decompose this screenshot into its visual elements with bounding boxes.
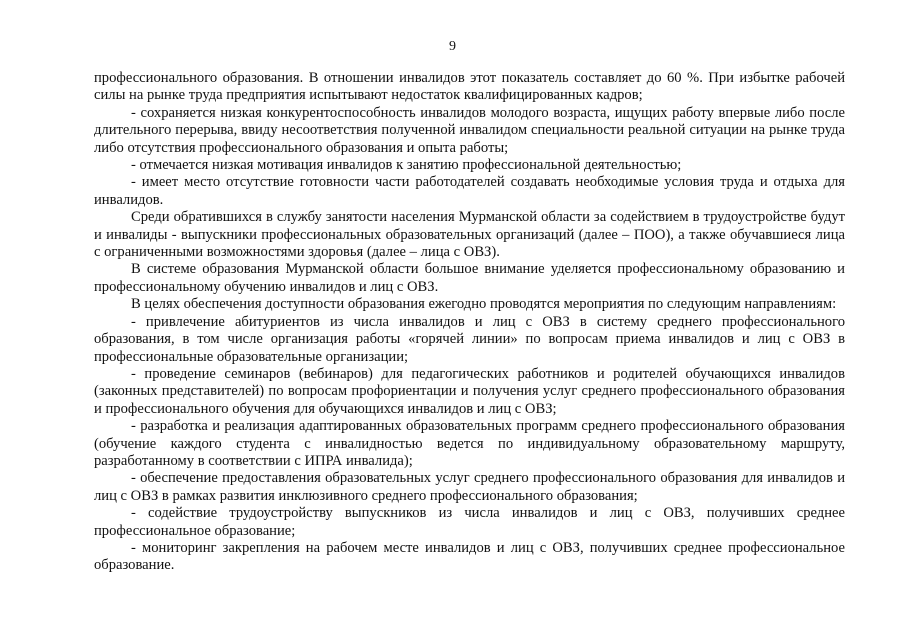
paragraph-education-system: В системе образования Мурманской области большое внимание уделяется профессиональному образованию и профессиональному обучению инвалидов и лиц с ОВЗ. xyxy=(94,261,845,295)
paragraph-employment-service: Среди обратившихся в службу занятости населения Мурманской области за содействием в трудоустройстве будут и инвалиды - выпускники профессиональных образовательных организаций (далее – ПОО), а также обучавшиеся лица с ограниченными возможностями здоровья (далее – лица с ОВЗ). xyxy=(94,209,845,261)
paragraph-measures-intro: В целях обеспечения доступности образования ежегодно проводятся мероприятия по следующим направлениям: xyxy=(131,296,837,313)
page-number: 9 xyxy=(449,39,456,54)
list-item-motivation: - отмечается низкая мотивация инвалидов к занятию профессиональной деятельностью; xyxy=(131,157,682,174)
list-item-adapted-programs: - разработка и реализация адаптированных образовательных программ среднего профессионального образования (обучение каждого студента с инвалидностью ведется по индивидуальному образовательному маршруту, разработанному в соответствии с ИПРА инвалида); xyxy=(94,418,845,469)
list-item-seminars: - проведение семинаров (вебинаров) для педагогических работников и родителей обучающихся инвалидов (законных представителей) по вопросам профориентации и получения услуг среднего профессионального образования и профессионального обучения для обучающихся инвалидов и лиц с ОВЗ; xyxy=(94,365,845,417)
list-item-job-assistance: - содействие трудоустройству выпускников из числа инвалидов и лиц с ОВЗ, получивших среднее профессиональное образование; xyxy=(94,505,845,539)
paragraph-continuation: профессионального образования. В отношении инвалидов этот показатель составляет до 60 %. При избытке рабочей силы на рынке труда предприятия испытывают недостаток квалифицированных кадров; xyxy=(94,70,845,104)
list-item-monitoring: - мониторинг закрепления на рабочем месте инвалидов и лиц с ОВЗ, получивших среднее профессиональное образование. xyxy=(94,539,845,574)
list-item-employers: - имеет место отсутствие готовности части работодателей создавать необходимые условия труда и отдыха для инвалидов. xyxy=(94,174,845,208)
list-item-inclusive-education: - обеспечение предоставления образовательных услуг среднего профессионального образования для инвалидов и лиц с ОВЗ в рамках развития инклюзивного среднего профессионального образования; xyxy=(94,470,845,504)
list-item-competitiveness: - сохраняется низкая конкурентоспособность инвалидов молодого возраста, ищущих работу впервые либо после длительного перерыва, ввиду несоответствия полученной инвалидом специальности реальной ситуации на рынке труда либо отсутствия профессионального образования и опыта работы; xyxy=(94,104,845,156)
list-item-applicants: - привлечение абитуриентов из числа инвалидов и лиц с ОВЗ в систему среднего профессионального образования, в том числе организация работы «горячей линии» по вопросам приема инвалидов и лиц с ОВЗ в профессиональные образовательные организации; xyxy=(94,313,845,365)
document-body xyxy=(94,70,845,575)
